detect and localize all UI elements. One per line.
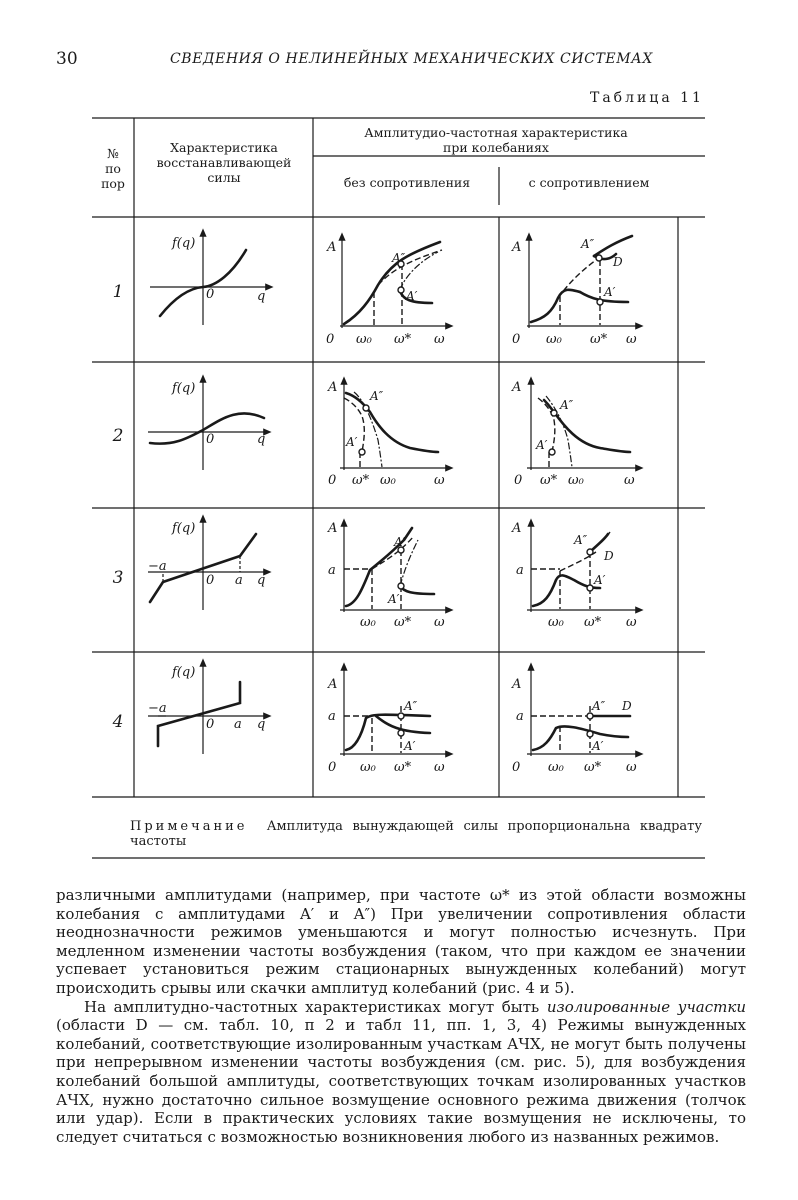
label-omega0: ω₀ bbox=[568, 473, 584, 488]
label-A2: A″ bbox=[392, 251, 406, 265]
label-fq: f(q) bbox=[172, 381, 196, 396]
label-D: D bbox=[604, 549, 614, 563]
label-omega-star: ω* bbox=[352, 473, 370, 488]
label-A1: A′ bbox=[406, 289, 418, 303]
label-A1: A′ bbox=[404, 739, 416, 753]
label-omega-star: ω* bbox=[394, 615, 412, 630]
label-A2: A″ bbox=[581, 237, 595, 251]
page-number: 30 bbox=[56, 49, 78, 69]
label-omega: ω bbox=[626, 760, 637, 775]
label-zero: 0 bbox=[206, 717, 215, 732]
running-head: СВЕДЕНИЯ О НЕЛИНЕЙНЫХ МЕХАНИЧЕСКИХ СИСТЕМАХ bbox=[170, 51, 653, 67]
afc-graph-4-no-resistance bbox=[327, 666, 450, 775]
label-omega-star: ω* bbox=[394, 332, 412, 347]
label-A: A bbox=[512, 521, 522, 536]
header-col-number: № по пор bbox=[101, 146, 125, 191]
body-text bbox=[56, 886, 746, 1146]
table-title: Таблица 11 bbox=[590, 90, 704, 106]
label-omega: ω bbox=[434, 615, 445, 630]
restoring-force-graph-1 bbox=[150, 232, 270, 325]
label-a: a bbox=[235, 573, 243, 588]
label-zero: 0 bbox=[206, 432, 215, 447]
label-A: A bbox=[512, 240, 522, 255]
label-A: A bbox=[512, 677, 522, 692]
afc-graph-2-no-resistance bbox=[327, 380, 450, 488]
emphasis-isolated: изолированные участки bbox=[546, 997, 746, 1016]
label-a: a bbox=[516, 563, 524, 578]
label-A: A bbox=[327, 240, 337, 255]
label-omega-star: ω* bbox=[394, 760, 412, 775]
label-omega: ω bbox=[626, 332, 637, 347]
header-col-characteristic: Характеристика восстанавливающей силы bbox=[156, 140, 292, 185]
restoring-force-graph-2 bbox=[148, 378, 268, 470]
afc-graph-2-resistance bbox=[511, 380, 640, 488]
label-omega0: ω₀ bbox=[356, 332, 372, 347]
note-text: Амплитуда вынуждающей силы пропорциональна квадрату частоты bbox=[130, 819, 702, 849]
table-note bbox=[130, 819, 702, 849]
label-A: A bbox=[512, 380, 522, 395]
label-zero: 0 bbox=[328, 473, 337, 488]
label-q: q bbox=[257, 717, 266, 732]
label-a: a bbox=[328, 709, 336, 724]
label-zero: 0 bbox=[326, 332, 335, 347]
label-fq: f(q) bbox=[172, 236, 196, 251]
paragraph-2: На амплитудно-частотных характеристиках могут быть изолированные участки (области D — см. табл. 10, п 2 и табл 11, пп. 1, 3, 4) Режимы вынужденных колебаний, соответствующие изолированным участкам АЧХ, не могут быть получены при непрерывном изменении частоты возбуждения (см. рис. 5), для возбуждения колебаний большой амплитуды, соответствующих точкам изолированных участков АЧХ, нужно достаточно сильное возмущение основного режима движения (толчок или удар). Если в практических условиях такие возмущения не исключены, то следует считаться с возможностью возникновения любого из названных режимов. bbox=[56, 997, 746, 1146]
label-A2: A″ bbox=[574, 533, 588, 547]
label-zero: 0 bbox=[512, 332, 521, 347]
label-omega: ω bbox=[626, 615, 637, 630]
label-omega0: ω₀ bbox=[548, 615, 564, 630]
label-A1: A′ bbox=[594, 573, 606, 587]
afc-graph-1-resistance bbox=[511, 236, 640, 347]
label-a: a bbox=[234, 717, 242, 732]
label-omega0: ω₀ bbox=[546, 332, 562, 347]
label-q: q bbox=[257, 289, 266, 304]
note-label: Примечание bbox=[130, 819, 248, 834]
label-zero: 0 bbox=[328, 760, 337, 775]
label-zero: 0 bbox=[206, 287, 215, 302]
afc-graph-4-resistance bbox=[511, 666, 640, 775]
label-zero: 0 bbox=[514, 473, 523, 488]
restoring-force-graph-4 bbox=[148, 662, 268, 754]
label-omega0: ω₀ bbox=[548, 760, 564, 775]
label-zero: 0 bbox=[206, 573, 215, 588]
afc-graph-3-no-resistance bbox=[327, 521, 450, 630]
row-number-2: 2 bbox=[112, 426, 124, 446]
label-a: a bbox=[328, 563, 336, 578]
label-minus-a: −a bbox=[148, 559, 167, 574]
label-omega: ω bbox=[624, 473, 635, 488]
label-q: q bbox=[257, 432, 266, 447]
label-omega-star: ω* bbox=[584, 615, 602, 630]
row-number-4: 4 bbox=[112, 712, 124, 732]
label-A: A bbox=[328, 677, 338, 692]
table-grid bbox=[92, 118, 705, 797]
label-omega-star: ω* bbox=[540, 473, 558, 488]
label-omega-star: ω* bbox=[590, 332, 608, 347]
header-col-no-resistance: без сопротивления bbox=[343, 175, 471, 190]
afc-graph-3-resistance bbox=[511, 521, 640, 630]
label-A2: A″ bbox=[394, 535, 408, 549]
label-A1: A′ bbox=[388, 592, 400, 606]
label-D: D bbox=[622, 699, 632, 713]
label-A1: A′ bbox=[592, 739, 604, 753]
label-zero: 0 bbox=[512, 760, 521, 775]
restoring-force-graph-3 bbox=[148, 518, 268, 610]
label-q: q bbox=[257, 573, 266, 588]
label-omega0: ω₀ bbox=[360, 760, 376, 775]
label-A2: A″ bbox=[404, 699, 418, 713]
label-A: A bbox=[328, 521, 338, 536]
label-A1: A′ bbox=[346, 435, 358, 449]
label-omega0: ω₀ bbox=[380, 473, 396, 488]
row-number-1: 1 bbox=[112, 282, 124, 302]
afc-graph-1-no-resistance bbox=[326, 236, 450, 347]
label-omega0: ω₀ bbox=[360, 615, 376, 630]
label-omega-star: ω* bbox=[584, 760, 602, 775]
label-omega: ω bbox=[434, 332, 445, 347]
label-A1: A′ bbox=[536, 438, 548, 452]
label-minus-a: −a bbox=[148, 701, 167, 716]
row-number-3: 3 bbox=[112, 568, 124, 588]
header-col-afc: Амплитудио-частотная характеристика при колебаниях bbox=[364, 125, 628, 155]
label-omega: ω bbox=[434, 473, 445, 488]
label-a: a bbox=[516, 709, 524, 724]
label-A1: A′ bbox=[604, 285, 616, 299]
label-fq: f(q) bbox=[172, 521, 196, 536]
label-A2: A″ bbox=[560, 398, 574, 412]
label-omega: ω bbox=[434, 760, 445, 775]
header-col-resistance: с сопротивлением bbox=[528, 175, 650, 190]
label-fq: f(q) bbox=[172, 665, 196, 680]
label-D: D bbox=[613, 255, 623, 269]
label-A: A bbox=[328, 380, 338, 395]
label-A2: A″ bbox=[592, 699, 606, 713]
paragraph-1: различными амплитудами (например, при частоте ω* из этой области возможны колебания с амплитудами A′ и A″) При увеличении сопротивления области неоднозначности режимов уменьшаются и могут полностью исчезнуть. При медленном изменении частоты возбуждения (таком, что при каждом ее значении успевает установиться режим стационарных вынужденных колебаний) могут происходить срывы или скачки амплитуд колебаний (рис. 4 и 5). bbox=[56, 886, 746, 997]
label-A2: A″ bbox=[370, 389, 384, 403]
